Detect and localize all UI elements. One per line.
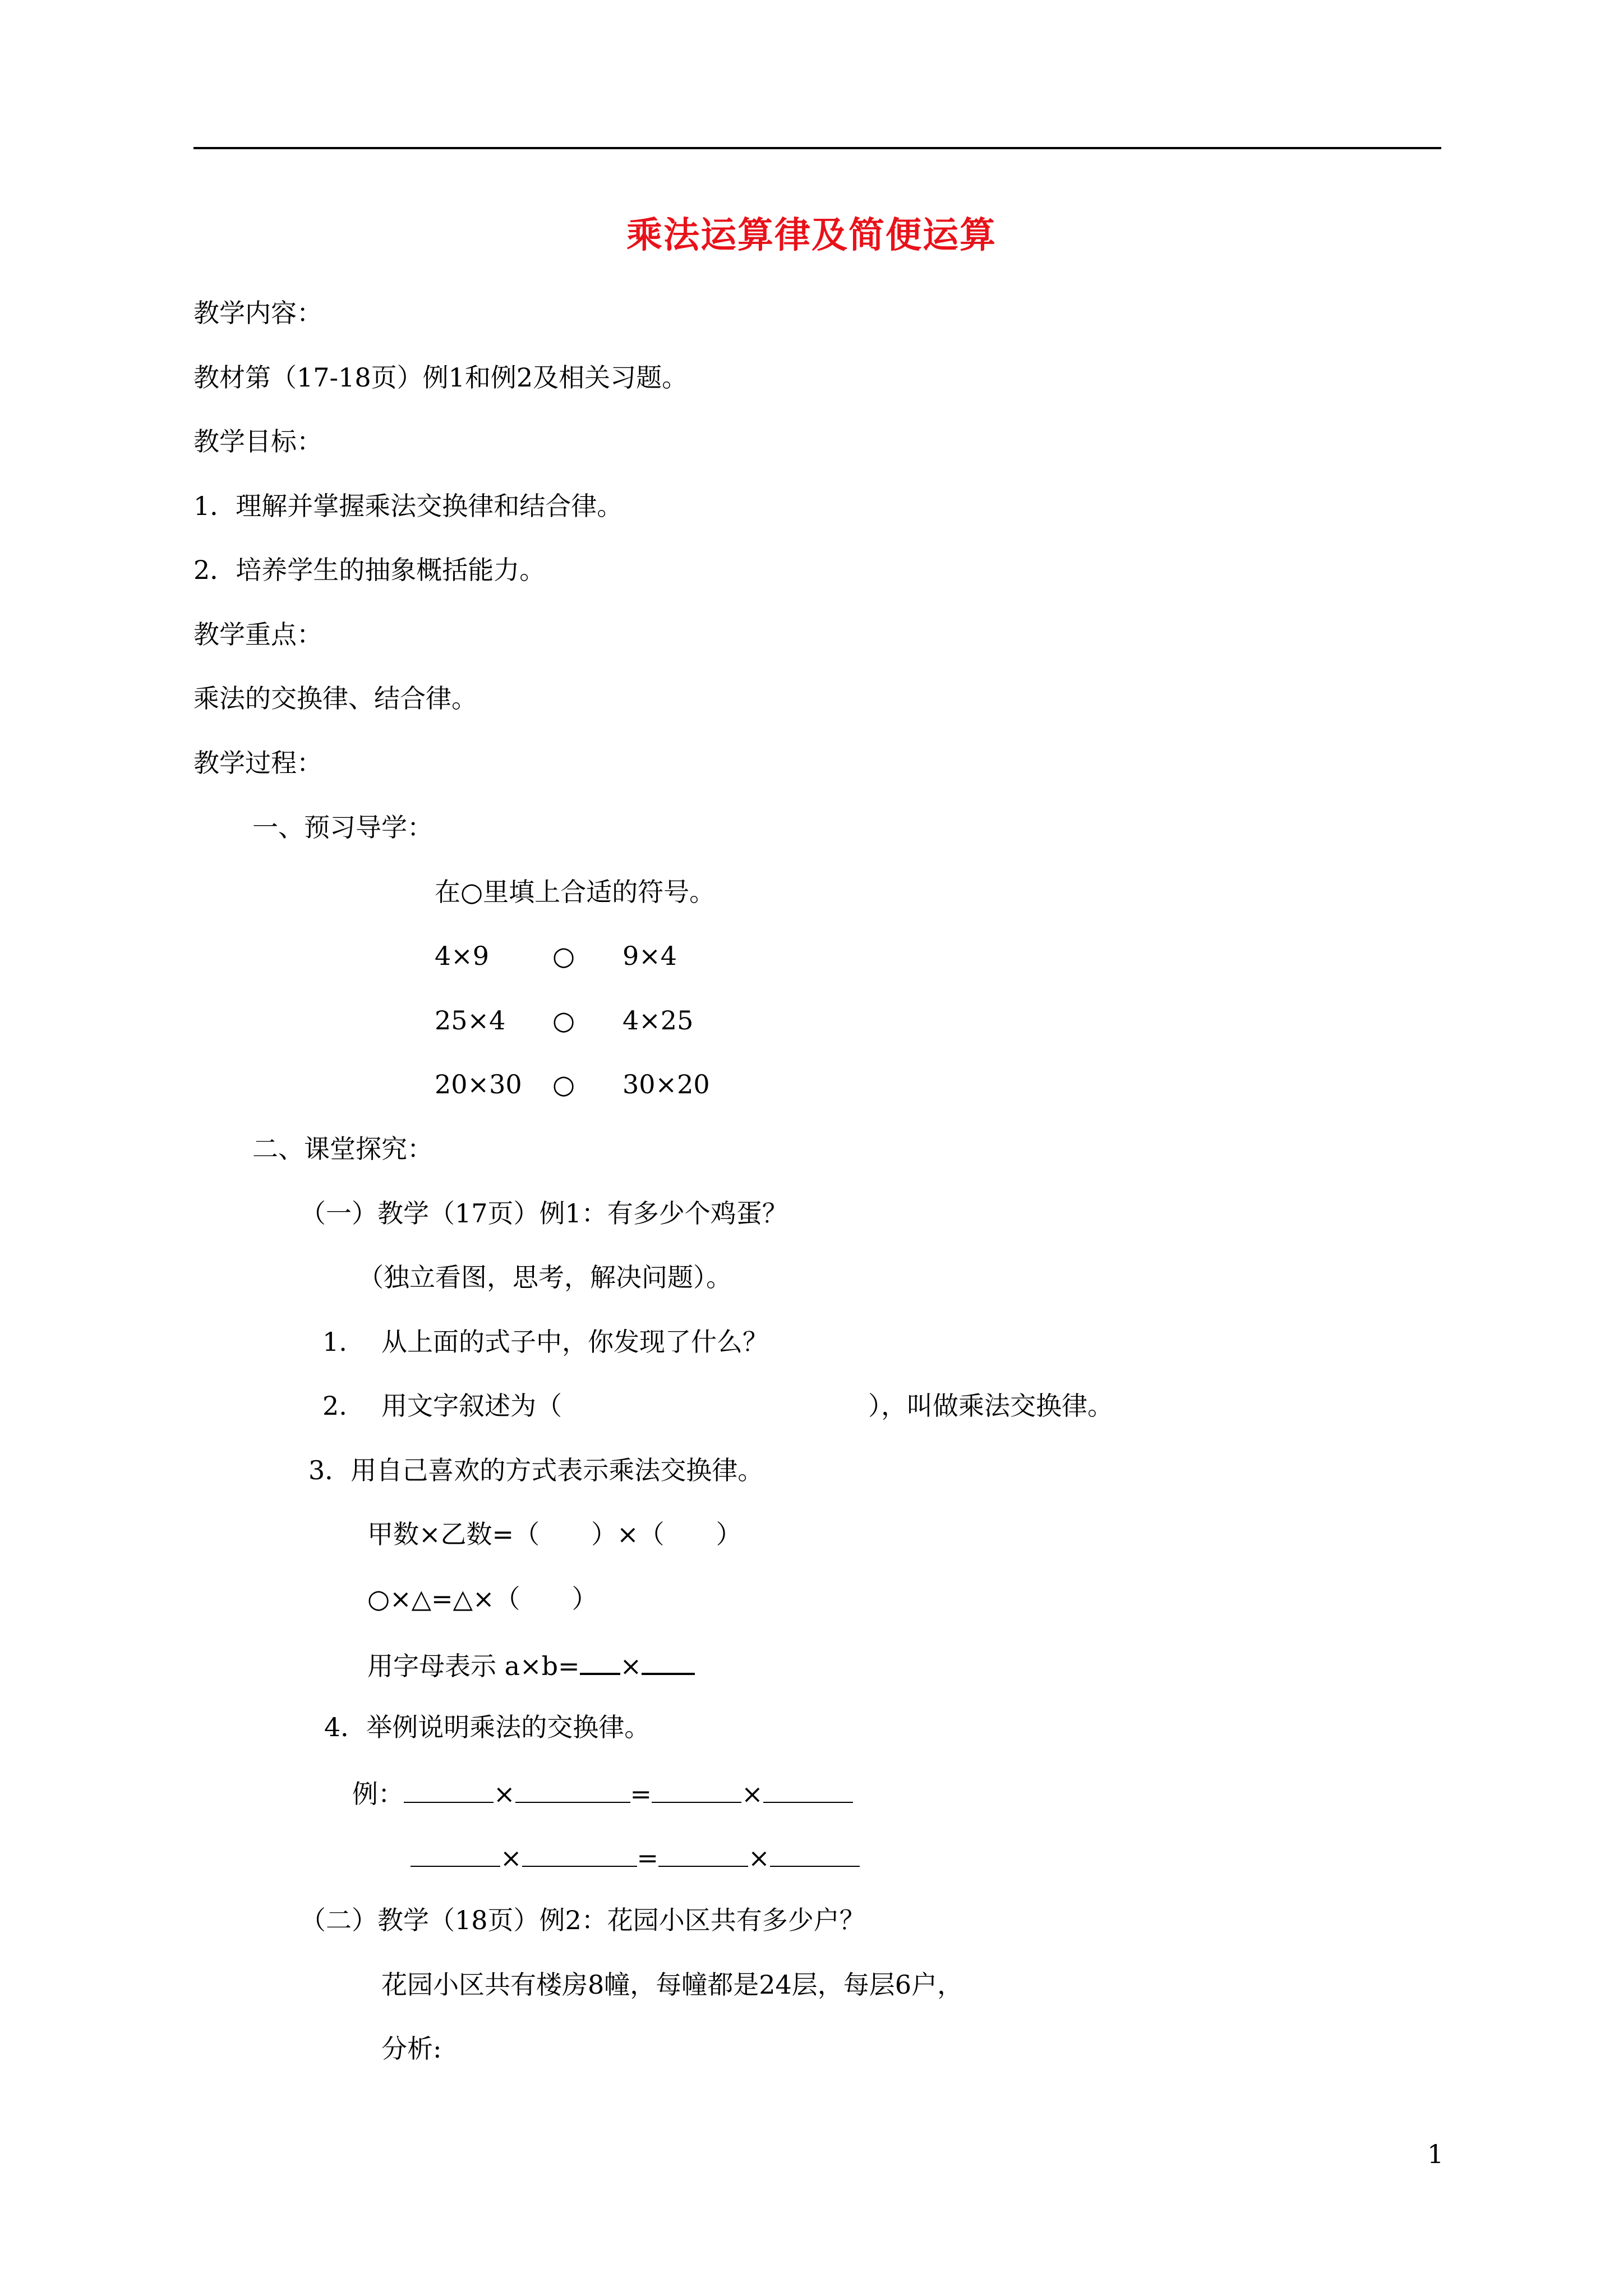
goal-1: 1．理解并掌握乘法交换律和结合律。	[193, 491, 623, 521]
document-title: 乘法运算律及简便运算	[626, 215, 997, 256]
example1-heading: （一）教学（17页）例1：有多少个鸡蛋？	[300, 1198, 788, 1228]
example1-note: （独立看图，思考，解决问题）。	[358, 1262, 732, 1292]
example-2-equals: =	[637, 1843, 659, 1873]
compare-row-2-right: 4×25	[623, 1005, 694, 1036]
formula-words: 甲数×乙数=（ ）×（ ）	[367, 1519, 742, 1549]
header-rule	[193, 147, 1441, 149]
question-4: 4．举例说明乘法的交换律。	[324, 1712, 651, 1742]
compare-row-3-circle: ○	[552, 1069, 575, 1099]
question-1-text: 从上面的式子中，你发现了什么？	[381, 1327, 768, 1357]
goals-heading: 教学目标：	[193, 426, 322, 457]
goal-2: 2．培养学生的抽象概括能力。	[193, 555, 546, 585]
part1-instruction: 在○里填上合适的符号。	[435, 877, 716, 907]
part2-heading: 二、课堂探究：	[252, 1134, 433, 1164]
process-heading: 教学过程：	[193, 748, 322, 778]
formula-letters	[367, 1646, 695, 1683]
example-2-times-a: ×	[500, 1843, 522, 1873]
example-1-blank-b[interactable]	[515, 1775, 630, 1803]
example-2-blank-b[interactable]	[522, 1839, 637, 1867]
example-2-blank-c[interactable]	[658, 1839, 748, 1867]
example-row-2	[411, 1839, 860, 1875]
example-1-times-b: ×	[741, 1779, 763, 1809]
question-2-text-start: 用文字叙述为（	[381, 1391, 562, 1421]
compare-row-2-left: 25×4	[435, 1005, 506, 1036]
content-heading: 教学内容：	[193, 298, 322, 328]
example-row-1	[352, 1775, 853, 1811]
example-1-equals: =	[630, 1779, 652, 1809]
example-1-blank-d[interactable]	[763, 1775, 853, 1803]
content-text: 教材第（17-18页）例1和例2及相关习题。	[193, 362, 688, 393]
compare-row-1-left: 4×9	[435, 941, 490, 971]
example-1-times-a: ×	[494, 1779, 515, 1809]
compare-row-1-circle: ○	[552, 941, 575, 971]
compare-row-1-right: 9×4	[623, 941, 677, 971]
example2-text: 花园小区共有楼房8幢，每幢都是24层，每层6户，	[381, 1970, 963, 2000]
example-1-blank-c[interactable]	[652, 1775, 741, 1803]
example-2-times-b: ×	[748, 1843, 770, 1873]
question-1-number: 1.	[322, 1327, 347, 1357]
formula-letters-prefix: 用字母表示 a×b=	[367, 1651, 580, 1681]
compare-row-3-right: 30×20	[623, 1069, 710, 1099]
example-2-blank-d[interactable]	[770, 1839, 860, 1867]
question-2-number: 2.	[322, 1391, 347, 1421]
blank-2[interactable]	[642, 1646, 695, 1675]
compare-row-3-left: 20×30	[435, 1069, 522, 1099]
compare-row-2-circle: ○	[552, 1005, 575, 1036]
example-label: 例：	[352, 1779, 404, 1809]
page-number: 1	[1427, 2139, 1444, 2169]
example-2-blank-a[interactable]	[411, 1839, 500, 1867]
key-heading: 教学重点：	[193, 619, 322, 650]
formula-shapes: ○×△=△×（ ）	[367, 1584, 598, 1614]
question-2-text-end: ），叫做乘法交换律。	[868, 1391, 1113, 1421]
example-1-blank-a[interactable]	[404, 1775, 494, 1803]
question-3: 3．用自己喜欢的方式表示乘法交换律。	[308, 1455, 764, 1485]
example2-heading: （二）教学（18页）例2：花园小区共有多少户？	[300, 1905, 865, 1935]
key-text: 乘法的交换律、结合律。	[193, 683, 477, 714]
part1-heading: 一、预习导学：	[252, 812, 433, 843]
blank-1[interactable]	[580, 1646, 620, 1675]
formula-letters-times: ×	[620, 1651, 642, 1681]
analysis-label: 分析:	[381, 2033, 442, 2064]
